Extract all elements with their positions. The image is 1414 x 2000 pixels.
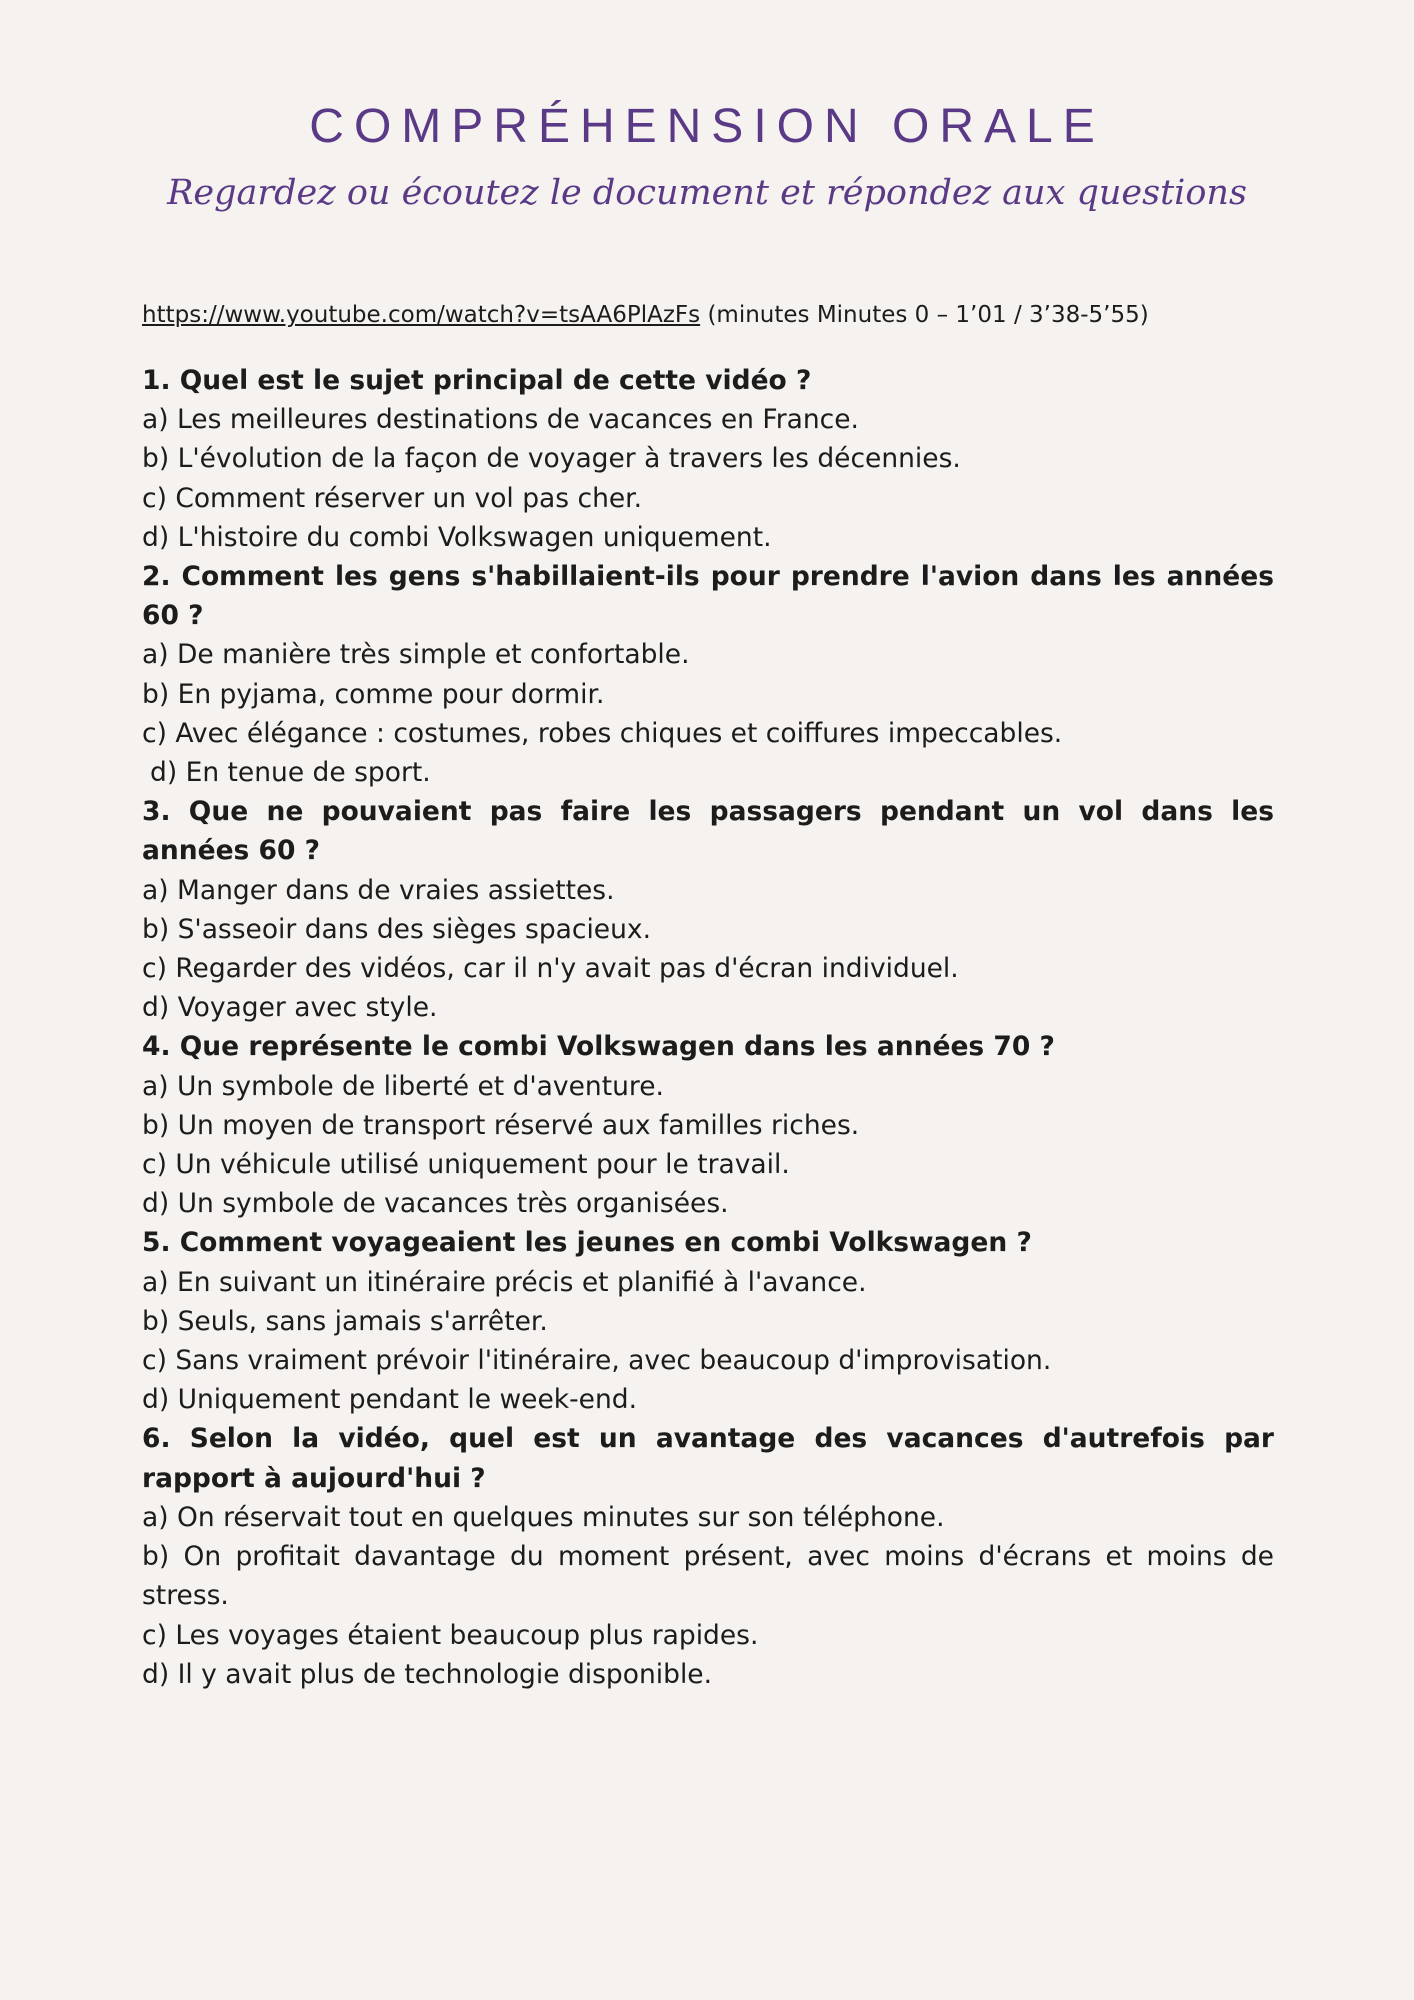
question-text: 2. Comment les gens s'habillaient-ils pour prendre l'avion dans les années 60 ? bbox=[142, 561, 1274, 632]
question-block bbox=[142, 361, 1274, 557]
question-text: 3. Que ne pouvaient pas faire les passagers pendant un vol dans les années 60 ? bbox=[142, 796, 1274, 867]
answer-option: d) En tenue de sport. bbox=[150, 757, 431, 789]
question-text: 5. Comment voyageaient les jeunes en combi Volkswagen ? bbox=[142, 1227, 1032, 1259]
answer-option: c) Un véhicule utilisé uniquement pour le travail. bbox=[142, 1149, 790, 1181]
question-block bbox=[142, 792, 1274, 1027]
question-block bbox=[142, 1027, 1274, 1223]
source-note: (minutes Minutes 0 – 1’01 / 3’38-5’55) bbox=[707, 302, 1149, 328]
worksheet-content bbox=[142, 298, 1274, 1694]
answer-option: d) L'histoire du combi Volkswagen uniquement. bbox=[142, 521, 772, 553]
answer-option: b) On profitait davantage du moment présent, avec moins d'écrans et moins de stress. bbox=[142, 1541, 1274, 1612]
question-text: 1. Quel est le sujet principal de cette vidéo ? bbox=[142, 365, 812, 396]
question-block bbox=[142, 1419, 1274, 1693]
answer-option: c) Regarder des vidéos, car il n'y avait pas d'écran individuel. bbox=[142, 953, 959, 985]
video-link[interactable]: https://www.youtube.com/watch?v=tsAA6PlAzFs bbox=[142, 302, 701, 328]
answer-option: d) Uniquement pendant le week-end. bbox=[142, 1384, 637, 1416]
question-text: 4. Que représente le combi Volkswagen dans les années 70 ? bbox=[142, 1031, 1055, 1063]
answer-option: b) Un moyen de transport réservé aux familles riches. bbox=[142, 1109, 860, 1141]
answer-option: a) Un symbole de liberté et d'aventure. bbox=[142, 1070, 664, 1102]
question-block bbox=[142, 557, 1274, 792]
page-title: COMPRÉHENSION ORALE bbox=[309, 100, 1105, 153]
answer-option: a) En suivant un itinéraire précis et planifié à l'avance. bbox=[142, 1266, 867, 1298]
answer-option: b) S'asseoir dans des sièges spacieux. bbox=[142, 913, 652, 945]
answer-option: a) Les meilleures destinations de vacances en France. bbox=[142, 404, 859, 436]
answer-option: c) Avec élégance : costumes, robes chiques et coiffures impeccables. bbox=[142, 717, 1063, 749]
answer-option: d) Un symbole de vacances très organisées. bbox=[142, 1188, 729, 1220]
answer-option: b) L'évolution de la façon de voyager à travers les décennies. bbox=[142, 443, 961, 475]
answer-option: b) En pyjama, comme pour dormir. bbox=[142, 678, 605, 710]
answer-option: d) Il y avait plus de technologie disponible. bbox=[142, 1658, 713, 1690]
answer-option: a) De manière très simple et confortable. bbox=[142, 639, 690, 671]
answer-option: c) Les voyages étaient beaucoup plus rapides. bbox=[142, 1619, 759, 1651]
question-block bbox=[142, 1223, 1274, 1419]
answer-option: a) Manger dans de vraies assiettes. bbox=[142, 874, 615, 906]
page-subtitle: Regardez ou écoutez le document et répondez aux questions bbox=[167, 173, 1247, 213]
source-line bbox=[142, 298, 1274, 332]
answer-option: b) Seuls, sans jamais s'arrêter. bbox=[142, 1305, 548, 1337]
question-text: 6. Selon la vidéo, quel est un avantage des vacances d'autrefois par rapport à aujourd'hui ? bbox=[142, 1423, 1274, 1494]
answer-option: c) Sans vraiment prévoir l'itinéraire, avec beaucoup d'improvisation. bbox=[142, 1345, 1052, 1377]
answer-option: c) Comment réserver un vol pas cher. bbox=[142, 482, 643, 514]
answer-option: d) Voyager avec style. bbox=[142, 992, 438, 1024]
answer-option: a) On réservait tout en quelques minutes sur son téléphone. bbox=[142, 1501, 945, 1533]
